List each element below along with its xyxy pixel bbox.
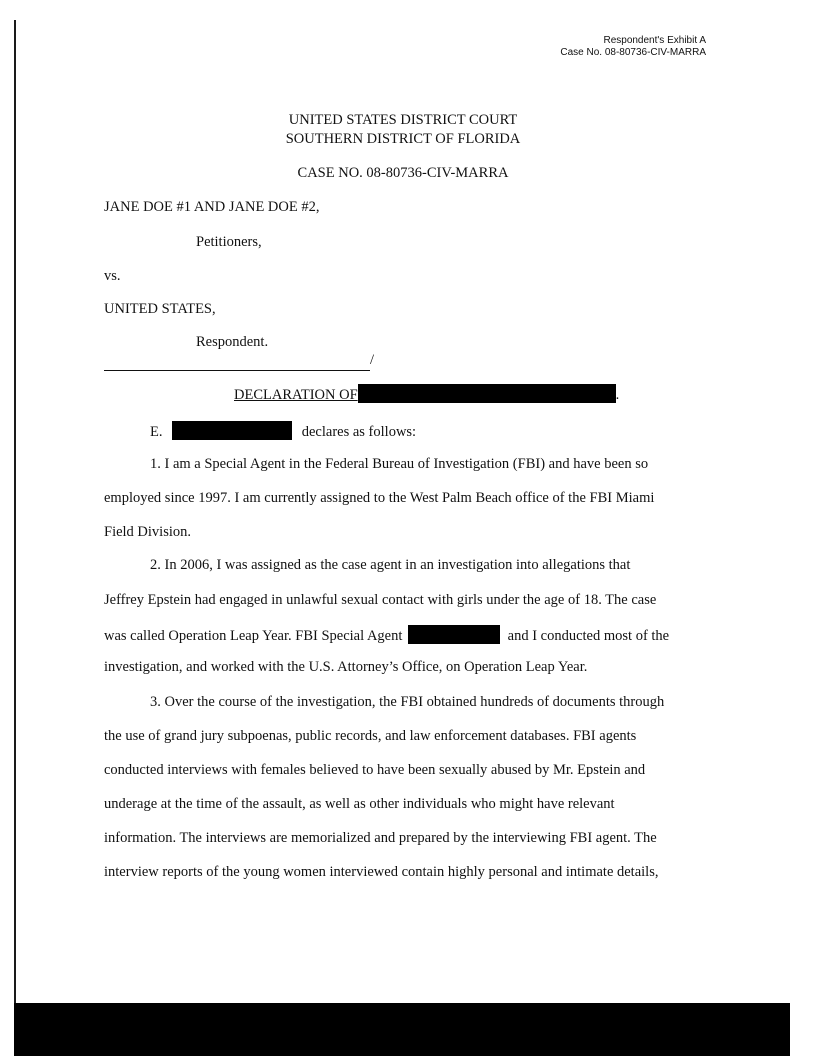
caption-slash: / — [370, 352, 375, 368]
declaration-title-text: DECLARATION OF — [234, 387, 358, 403]
paragraph-line: 3. Over the course of the investigation, the FBI obtained hundreds of documents through — [150, 694, 665, 710]
paragraph-line: Jeffrey Epstein had engaged in unlawful sexual contact with girls under the age of 18. The case — [104, 592, 657, 608]
paragraph-line: information. The interviews are memorialized and prepared by the interviewing FBI agent. The — [104, 830, 657, 846]
declaration-title — [234, 384, 619, 404]
exhibit-label: Respondent's Exhibit A — [603, 35, 706, 46]
redaction-block — [358, 384, 616, 403]
paragraph-line: the use of grand jury subpoenas, public records, and law enforcement databases. FBI agents — [104, 728, 637, 744]
versus: vs. — [104, 268, 121, 284]
respondent-name: UNITED STATES, — [104, 301, 216, 317]
paragraph-line: investigation, and worked with the U.S. Attorney’s Office, on Operation Leap Year. — [104, 659, 588, 675]
paragraph-line: conducted interviews with females believed to have been sexually abused by Mr. Epstein and — [104, 762, 646, 778]
declarant-initial: E. — [150, 424, 163, 440]
petitioners-names: JANE DOE #1 AND JANE DOE #2, — [104, 199, 320, 215]
redaction-block — [172, 421, 292, 440]
paragraph-line — [104, 625, 669, 645]
caption-divider — [104, 370, 370, 371]
paragraph-line: Field Division. — [104, 524, 192, 540]
paragraph-line: interview reports of the young women interviewed contain highly personal and intimate details, — [104, 864, 659, 880]
exhibit-case-number: Case No. 08-80736-CIV-MARRA — [560, 47, 706, 58]
paragraph-line: 2. In 2006, I was assigned as the case agent in an investigation into allegations that — [150, 557, 631, 573]
respondent-label: Respondent. — [196, 334, 269, 350]
declarant-intro-text: declares as follows: — [301, 424, 417, 440]
declaration-title-trailing: . — [615, 387, 620, 403]
court-name: UNITED STATES DISTRICT COURT — [288, 112, 518, 128]
paragraph-line: 1. I am a Special Agent in the Federal Bureau of Investigation (FBI) and have been so — [150, 456, 649, 472]
court-district: SOUTHERN DISTRICT OF FLORIDA — [285, 131, 521, 147]
paragraph-line-suffix: and I conducted most of the — [507, 628, 670, 644]
case-number: CASE NO. 08-80736-CIV-MARRA — [297, 165, 509, 181]
paragraph-line-prefix: was called Operation Leap Year. FBI Special Agent — [104, 628, 403, 644]
redaction-block — [408, 625, 500, 644]
petitioners-label: Petitioners, — [196, 234, 262, 250]
declarant-intro — [150, 421, 416, 441]
scan-bottom-band — [14, 1003, 790, 1056]
paragraph-line: underage at the time of the assault, as well as other individuals who might have relevant — [104, 796, 615, 812]
exhibit-stamp — [560, 35, 706, 59]
paragraph-line: employed since 1997. I am currently assigned to the West Palm Beach office of the FBI Miami — [104, 490, 655, 506]
